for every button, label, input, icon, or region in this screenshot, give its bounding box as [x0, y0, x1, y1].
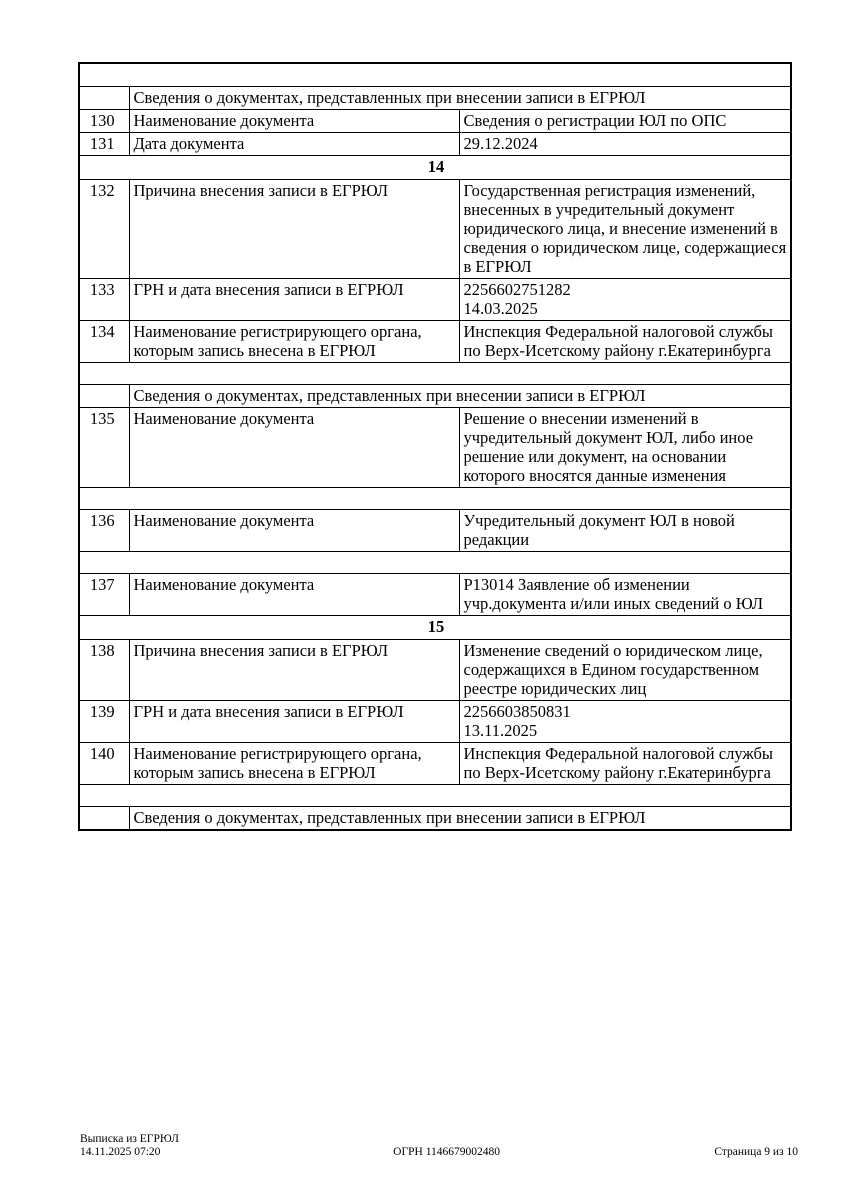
- field-label: Причина внесения записи в ЕГРЮЛ: [129, 180, 459, 279]
- table-row: [79, 321, 791, 363]
- field-label: ГРН и дата внесения записи в ЕГРЮЛ: [129, 701, 459, 743]
- table-row: [79, 363, 791, 385]
- table-row: [79, 180, 791, 279]
- field-label: Наименование регистрирующего органа, которым запись внесена в ЕГРЮЛ: [129, 321, 459, 363]
- row-number: 136: [79, 510, 129, 552]
- grn-number: 2256602751282: [463, 280, 571, 299]
- table-row: [79, 510, 791, 552]
- table-row: [79, 807, 791, 831]
- field-label: Причина внесения записи в ЕГРЮЛ: [129, 640, 459, 701]
- table-row: [79, 156, 791, 180]
- field-value: Учредительный документ ЮЛ в новой редакции: [459, 510, 791, 552]
- page-footer: [80, 1133, 798, 1159]
- table-row: [79, 63, 791, 87]
- empty-spacer-cell: [79, 363, 791, 385]
- table-row: [79, 616, 791, 640]
- table-row: [79, 385, 791, 408]
- table-row: [79, 408, 791, 488]
- table-row: [79, 701, 791, 743]
- table-row: [79, 574, 791, 616]
- field-label: Наименование документа: [129, 110, 459, 133]
- row-number: 135: [79, 408, 129, 488]
- field-value: [459, 279, 791, 321]
- field-value: Инспекция Федеральной налоговой службы по Верх-Исетскому району г.Екатеринбурга: [459, 321, 791, 363]
- table-row: [79, 133, 791, 156]
- field-label: Наименование документа: [129, 574, 459, 616]
- footer-doc-type: Выписка из ЕГРЮЛ: [80, 1133, 179, 1145]
- field-value: Государственная регистрация изменений, внесенных в учредительный документ юридического лица, и внесение изменений в сведения о юридическом лице, содержащиеся в ЕГРЮЛ: [459, 180, 791, 279]
- grn-date: 13.11.2025: [463, 721, 538, 740]
- field-value: 29.12.2024: [459, 133, 791, 156]
- table-row: [79, 279, 791, 321]
- row-number: 134: [79, 321, 129, 363]
- field-value: Р13014 Заявление об изменении учр.документа и/или иных сведений о ЮЛ: [459, 574, 791, 616]
- egrul-records-table: [78, 62, 792, 831]
- row-number: 133: [79, 279, 129, 321]
- footer-doc-info: [80, 1133, 179, 1159]
- table-row: [79, 640, 791, 701]
- table-row: [79, 488, 791, 510]
- field-label: Дата документа: [129, 133, 459, 156]
- field-label: Наименование документа: [129, 408, 459, 488]
- documents-section-header: Сведения о документах, представленных при внесении записи в ЕГРЮЛ: [129, 807, 791, 831]
- field-value: [459, 701, 791, 743]
- record-section-number: 14: [79, 156, 791, 180]
- row-number-cell-empty: [79, 385, 129, 408]
- row-number-cell-empty: [79, 807, 129, 831]
- field-value: Сведения о регистрации ЮЛ по ОПС: [459, 110, 791, 133]
- documents-section-header: Сведения о документах, представленных при внесении записи в ЕГРЮЛ: [129, 385, 791, 408]
- footer-generated-at: 14.11.2025 07:20: [80, 1146, 161, 1158]
- record-section-number: 15: [79, 616, 791, 640]
- table-row: [79, 785, 791, 807]
- field-label: ГРН и дата внесения записи в ЕГРЮЛ: [129, 279, 459, 321]
- table-row: [79, 743, 791, 785]
- row-number: 138: [79, 640, 129, 701]
- footer-ogrn: ОГРН 1146679002480: [393, 1146, 501, 1158]
- documents-section-header: Сведения о документах, представленных при внесении записи в ЕГРЮЛ: [129, 87, 791, 110]
- empty-spacer-cell: [79, 785, 791, 807]
- field-value: Инспекция Федеральной налоговой службы по Верх-Исетскому району г.Екатеринбурга: [459, 743, 791, 785]
- empty-spacer-cell: [79, 488, 791, 510]
- row-number: 140: [79, 743, 129, 785]
- row-number: 130: [79, 110, 129, 133]
- row-number: 139: [79, 701, 129, 743]
- footer-page-number: Страница 9 из 10: [714, 1146, 798, 1158]
- table-row: [79, 552, 791, 574]
- row-number: 137: [79, 574, 129, 616]
- grn-number: 2256603850831: [463, 702, 571, 721]
- table-row: [79, 110, 791, 133]
- row-number: 131: [79, 133, 129, 156]
- field-value: Изменение сведений о юридическом лице, содержащихся в Едином государственном реестре юридических лиц: [459, 640, 791, 701]
- empty-spacer-cell: [79, 63, 791, 87]
- field-label: Наименование регистрирующего органа, которым запись внесена в ЕГРЮЛ: [129, 743, 459, 785]
- table-row: [79, 87, 791, 110]
- empty-spacer-cell: [79, 552, 791, 574]
- grn-date: 14.03.2025: [463, 299, 538, 318]
- row-number-cell-empty: [79, 87, 129, 110]
- field-value: Решение о внесении изменений в учредительный документ ЮЛ, либо иное решение или документ, на основании которого вносятся данные изменения: [459, 408, 791, 488]
- field-label: Наименование документа: [129, 510, 459, 552]
- row-number: 132: [79, 180, 129, 279]
